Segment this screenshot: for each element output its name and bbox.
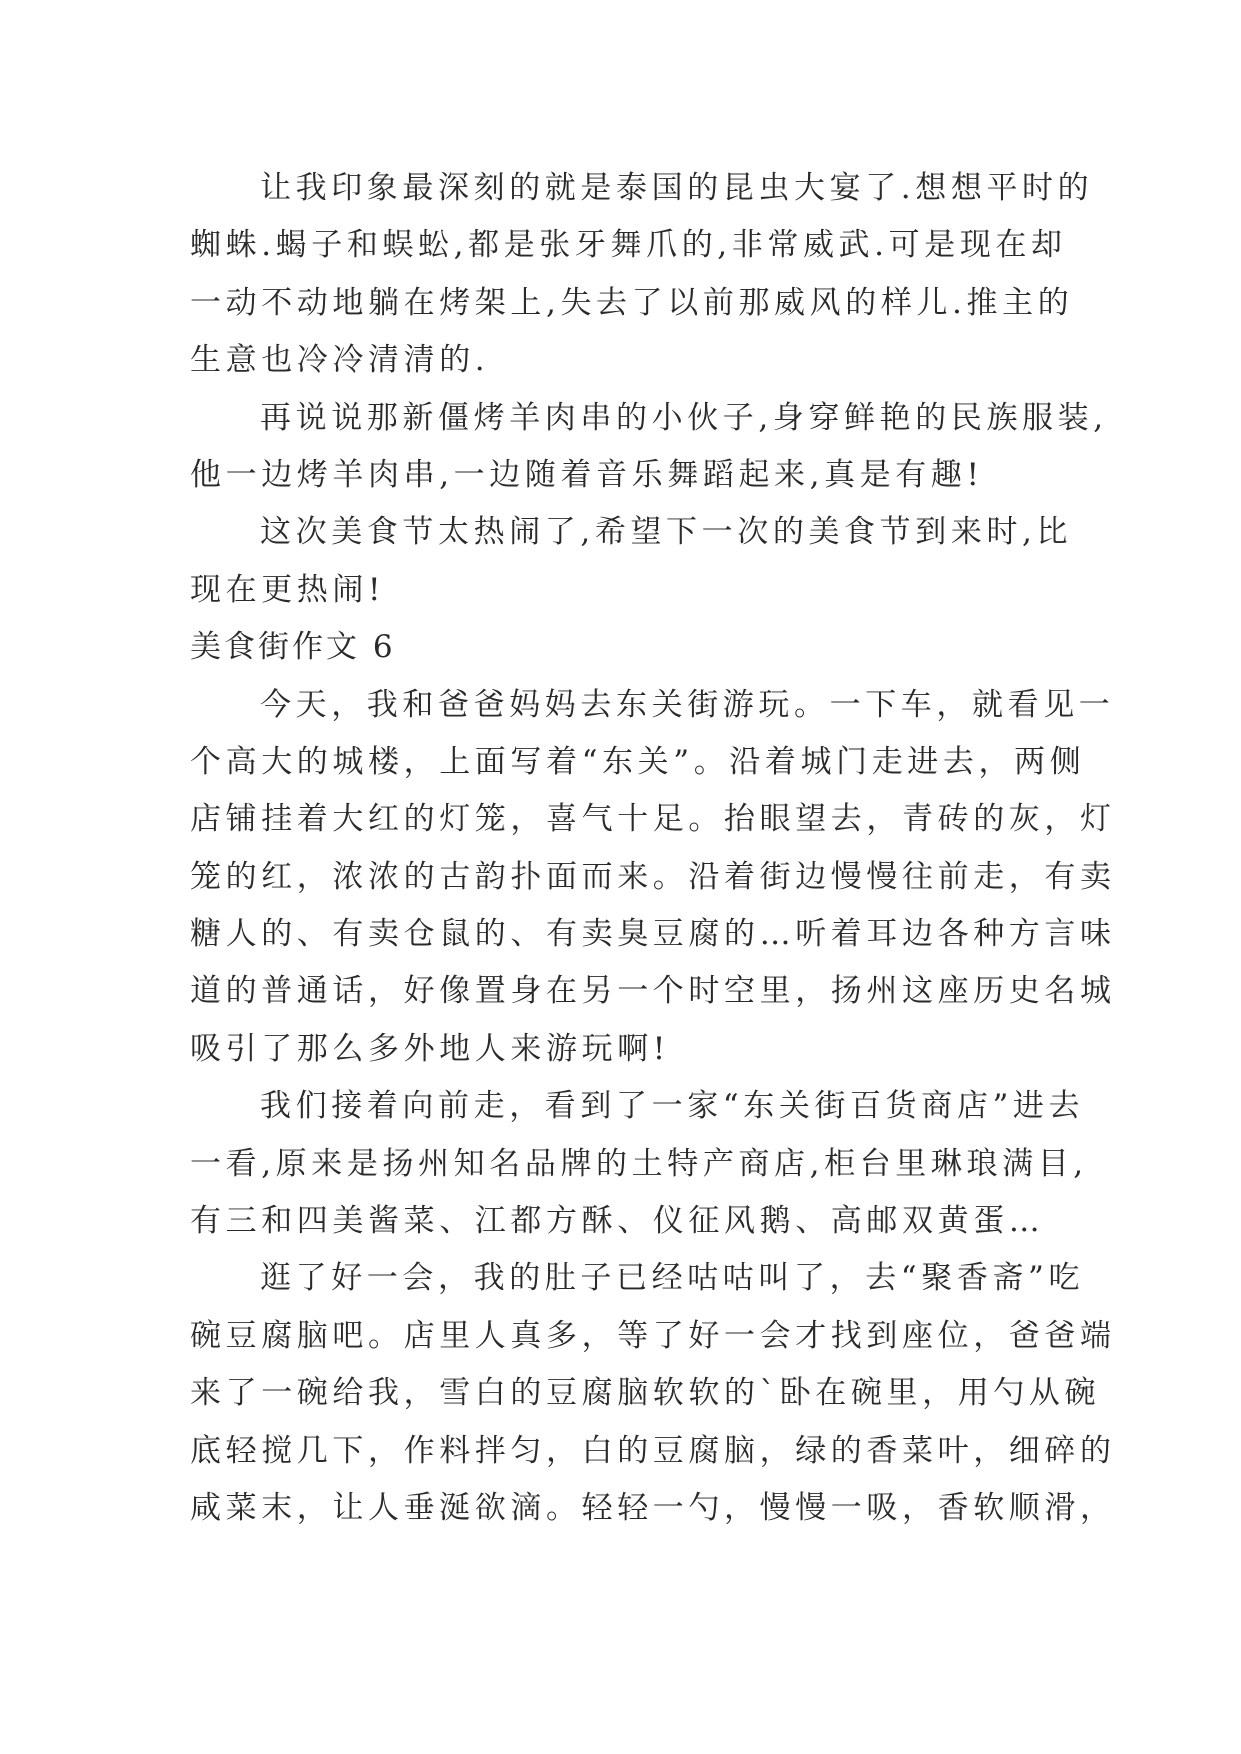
document-body <box>190 160 1116 1537</box>
text-line: 店铺挂着大红的灯笼，喜气十足。抬眼望去，青砖的灰，灯 <box>190 801 1116 838</box>
text-line: 他一边烤羊肉串,一边随着音乐舞蹈起来,真是有趣! <box>190 456 984 493</box>
text-line: 道的普通话，好像置身在另一个时空里，扬州这座历史名城 <box>190 973 1116 1010</box>
essay-heading: 美食街作文 6 <box>190 629 396 666</box>
text-line: 个高大的城楼，上面写着“东关”。沿着城门走进去，两侧 <box>190 743 1086 780</box>
text-line: 这次美食节太热闹了,希望下一次的美食节到来时,比 <box>260 514 1073 551</box>
text-line: 吸引了那么多外地人来游玩啊! <box>190 1030 670 1067</box>
text-line: 咸菜末，让人垂涎欲滴。轻轻一勺，慢慢一吸，香软顺滑， <box>190 1490 1116 1526</box>
paragraph-festival-summary <box>190 504 1073 619</box>
text-line: 一看,原来是扬州知名品牌的土特产商店,柜台里琳琅满目, <box>190 1145 1088 1182</box>
paragraph-tofu-pudding <box>190 1250 1116 1537</box>
text-line: 底轻搅几下，作料拌匀，白的豆腐脑，绿的香菜叶，细碎的 <box>190 1432 1116 1469</box>
text-line: 蜘蛛.蝎子和蜈蚣,都是张牙舞爪的,非常威武.可是现在却 <box>190 227 1067 264</box>
paragraph-insect-feast <box>190 160 1094 390</box>
paragraph-lamb-skewers <box>190 390 1108 505</box>
text-line: 生意也冷冷清清的. <box>190 342 490 379</box>
text-line: 再说说那新僵烤羊肉串的小伙子,身穿鲜艳的民族服装, <box>260 399 1108 436</box>
text-line: 碗豆腐脑吧。店里人真多，等了好一会才找到座位，爸爸端 <box>190 1317 1116 1354</box>
text-line: 今天，我和爸爸妈妈去东关街游玩。一下车，就看见一 <box>260 686 1115 723</box>
paragraph-department-store <box>190 1078 1088 1250</box>
text-line: 我们接着向前走，看到了一家“东关街百货商店”进去 <box>260 1088 1085 1125</box>
text-line: 一动不动地躺在烤架上,失去了以前那威风的样儿.推主的 <box>190 284 1074 321</box>
text-line: 逛了好一会，我的肚子已经咕咕叫了，去“聚香斋”吃 <box>260 1260 1085 1297</box>
text-line: 来了一碗给我，雪白的豆腐脑软软的`卧在碗里，用勺从碗 <box>190 1375 1101 1412</box>
text-line: 有三和四美酱菜、江都方酥、仪征风鹅、高邮双黄蛋… <box>190 1203 1045 1240</box>
text-line: 现在更热闹! <box>190 571 386 608</box>
paragraph-dongguan-street <box>190 677 1116 1079</box>
text-line: 让我印象最深刻的就是泰国的昆虫大宴了.想想平时的 <box>260 170 1094 206</box>
text-line: 糖人的、有卖仓鼠的、有卖臭豆腐的…听着耳边各种方言味 <box>190 916 1116 953</box>
text-line: 笼的红，浓浓的古韵扑面而来。沿着街边慢慢往前走，有卖 <box>190 858 1116 895</box>
